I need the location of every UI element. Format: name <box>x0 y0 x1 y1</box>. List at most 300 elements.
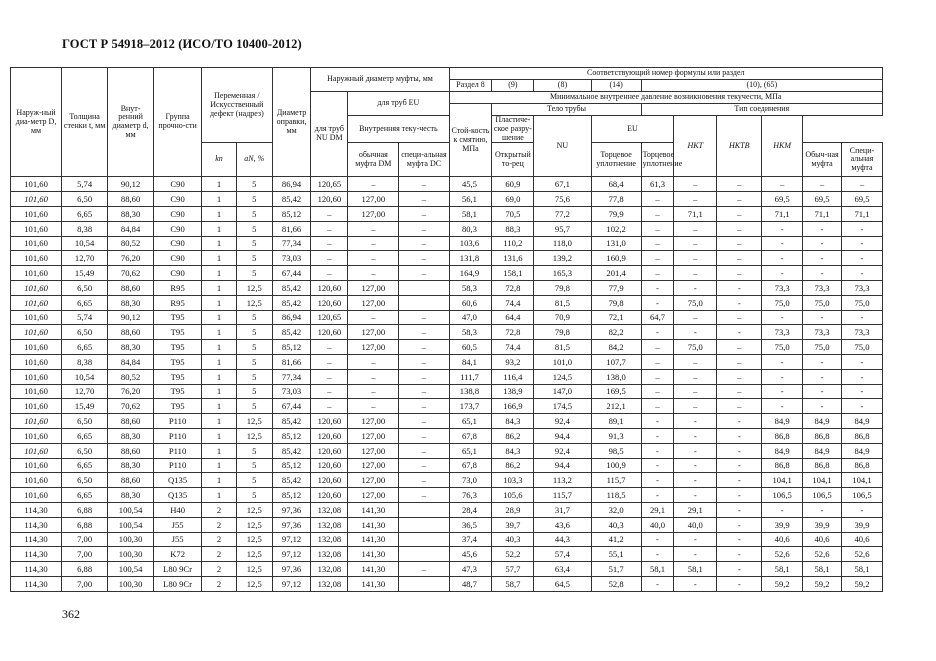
table-cell: 114,30 <box>11 502 62 517</box>
table-cell: 92,4 <box>534 443 591 458</box>
table-cell: – <box>399 206 449 221</box>
table-cell: 101,60 <box>11 369 62 384</box>
table-cell: 85,12 <box>272 458 311 473</box>
table-cell: 12,5 <box>236 576 272 591</box>
table-cell: 76,3 <box>449 488 492 503</box>
table-cell: 73,3 <box>762 325 803 340</box>
table-cell: 1 <box>202 325 237 340</box>
table-cell: 173,7 <box>449 399 492 414</box>
table-cell: 12,5 <box>236 502 272 517</box>
table-cell: - <box>674 488 717 503</box>
table-cell: 73,3 <box>762 280 803 295</box>
table-cell: 1 <box>202 428 237 443</box>
table-cell: 1 <box>202 473 237 488</box>
table-cell: 59,2 <box>762 576 803 591</box>
table-cell: - <box>717 488 762 503</box>
table-cell: – <box>717 236 762 251</box>
table-cell: – <box>674 384 717 399</box>
table-cell: 58,1 <box>449 206 492 221</box>
table-cell: C90 <box>154 266 202 281</box>
table-cell: 10,54 <box>62 236 108 251</box>
table-cell: 79,9 <box>591 206 641 221</box>
table-cell: – <box>641 266 674 281</box>
table-cell: 52,6 <box>841 547 882 562</box>
table-cell: 69,0 <box>492 192 534 207</box>
table-cell: 75,0 <box>841 340 882 355</box>
table-cell: 127,00 <box>348 206 399 221</box>
table-cell: 114,30 <box>11 576 62 591</box>
table-cell: 77,2 <box>534 206 591 221</box>
table-cell: 114,30 <box>11 562 62 577</box>
table-cell: – <box>348 221 399 236</box>
table-cell: C90 <box>154 236 202 251</box>
conn-type-label: Тип соединения <box>641 104 882 116</box>
col-open-end: Открытый то-рец <box>492 143 534 177</box>
table-cell: 81,5 <box>534 295 591 310</box>
table-row <box>11 532 883 547</box>
table-cell: 141,30 <box>348 562 399 577</box>
table-cell: 77,9 <box>591 280 641 295</box>
table-cell: 12,5 <box>236 562 272 577</box>
pipe-body-label: Тело трубы <box>492 104 641 116</box>
table-cell: – <box>399 325 449 340</box>
table-cell: 101,60 <box>11 177 62 192</box>
table-cell: 75,6 <box>534 192 591 207</box>
table-cell: - <box>717 517 762 532</box>
table-cell: 120,60 <box>311 414 348 429</box>
table-cell: – <box>641 369 674 384</box>
table-cell: 94,4 <box>534 428 591 443</box>
table-cell: 5 <box>236 177 272 192</box>
table-cell: 115,7 <box>591 473 641 488</box>
table-cell: 12,5 <box>236 547 272 562</box>
table-cell: 58,1 <box>841 562 882 577</box>
table-cell: - <box>674 325 717 340</box>
table-cell: – <box>641 192 674 207</box>
table-cell: 90,12 <box>108 177 154 192</box>
table-cell: – <box>641 384 674 399</box>
table-cell: 40,3 <box>492 532 534 547</box>
table-cell: 88,60 <box>108 443 154 458</box>
table-cell: - <box>717 295 762 310</box>
table-cell: - <box>841 384 882 399</box>
table-cell: 8,38 <box>62 221 108 236</box>
table-cell: 6,65 <box>62 428 108 443</box>
table-cell: - <box>803 221 842 236</box>
table-cell: 12,5 <box>236 532 272 547</box>
table-cell: 5 <box>236 488 272 503</box>
table-cell: - <box>841 266 882 281</box>
table-cell: P110 <box>154 458 202 473</box>
table-cell: 70,62 <box>108 399 154 414</box>
table-cell: 110,2 <box>492 236 534 251</box>
table-cell: 1 <box>202 236 237 251</box>
table-cell: 127,00 <box>348 428 399 443</box>
table-cell: 147,0 <box>534 384 591 399</box>
table-cell: - <box>803 369 842 384</box>
table-cell: 68,4 <box>591 177 641 192</box>
table-cell: 2 <box>202 547 237 562</box>
table-cell: 39,9 <box>841 517 882 532</box>
table-cell: J55 <box>154 532 202 547</box>
table-cell: - <box>762 354 803 369</box>
table-cell: 37,4 <box>449 532 492 547</box>
table-cell: 101,60 <box>11 192 62 207</box>
table-cell: 73,03 <box>272 251 311 266</box>
table-cell: 5 <box>236 310 272 325</box>
table-cell: 70,62 <box>108 266 154 281</box>
table-cell: 58,1 <box>762 562 803 577</box>
table-cell: 86,2 <box>492 458 534 473</box>
col-mandrel: Диаметр оправки, мм <box>272 68 311 177</box>
table-cell: 69,5 <box>762 192 803 207</box>
table-cell: - <box>717 414 762 429</box>
table-cell: - <box>762 266 803 281</box>
table-cell: 104,1 <box>762 473 803 488</box>
table-cell: - <box>674 458 717 473</box>
table-cell: 1 <box>202 251 237 266</box>
table-cell: C90 <box>154 177 202 192</box>
table-cell: 5 <box>236 221 272 236</box>
table-cell: 88,30 <box>108 340 154 355</box>
table-cell: 70,9 <box>534 310 591 325</box>
table-cell: 114,30 <box>11 517 62 532</box>
table-cell: 36,5 <box>449 517 492 532</box>
table-cell: - <box>762 369 803 384</box>
table-cell: 106,5 <box>762 488 803 503</box>
table-cell: 41,2 <box>591 532 641 547</box>
table-cell: 61,3 <box>641 177 674 192</box>
table-cell: - <box>641 295 674 310</box>
table-row <box>11 192 883 207</box>
table-cell: 73,3 <box>803 325 842 340</box>
table-cell: P110 <box>154 428 202 443</box>
table-cell: 118,5 <box>591 488 641 503</box>
table-body <box>11 177 883 591</box>
table-cell: R95 <box>154 280 202 295</box>
table-cell: J55 <box>154 517 202 532</box>
table-cell: 138,9 <box>492 384 534 399</box>
table-cell: 28,4 <box>449 502 492 517</box>
table-cell: - <box>641 458 674 473</box>
table-cell: 1 <box>202 443 237 458</box>
table-cell: 84,9 <box>803 414 842 429</box>
col-outer-diameter: Наруж-ный диа-метр D, мм <box>11 68 62 177</box>
table-cell: 100,30 <box>108 547 154 562</box>
table-cell: 88,30 <box>108 428 154 443</box>
table-cell: 5 <box>236 458 272 473</box>
table-cell: 67,8 <box>449 428 492 443</box>
table-cell: – <box>674 221 717 236</box>
table-cell: 10,54 <box>62 369 108 384</box>
table-cell: 105,6 <box>492 488 534 503</box>
table-cell: 86,8 <box>841 458 882 473</box>
table-cell: 58,3 <box>449 280 492 295</box>
table-cell: – <box>399 310 449 325</box>
table-cell: 91,3 <box>591 428 641 443</box>
table-cell: – <box>762 177 803 192</box>
col-inner: Внут-ренний диаметр d, мм <box>108 68 154 177</box>
table-cell: 113,2 <box>534 473 591 488</box>
table-row <box>11 354 883 369</box>
table-cell: 58,1 <box>641 562 674 577</box>
table-cell: 120,60 <box>311 280 348 295</box>
table-cell: 1 <box>202 384 237 399</box>
table-cell: 75,0 <box>674 295 717 310</box>
table-cell: – <box>348 310 399 325</box>
table-cell: 80,3 <box>449 221 492 236</box>
table-cell: - <box>762 502 803 517</box>
table-cell: 40,0 <box>641 517 674 532</box>
table-cell: 85,42 <box>272 325 311 340</box>
table-cell: 12,5 <box>236 295 272 310</box>
col-an: aN, % <box>236 143 272 177</box>
table-cell: 101,60 <box>11 443 62 458</box>
table-cell: 6,88 <box>62 502 108 517</box>
table-cell: – <box>641 340 674 355</box>
table-cell: L80 9Cr <box>154 562 202 577</box>
table-cell: 75,0 <box>841 295 882 310</box>
table-cell: 75,0 <box>762 340 803 355</box>
table-cell: – <box>674 399 717 414</box>
table-row <box>11 414 883 429</box>
table-cell: 212,1 <box>591 399 641 414</box>
table-cell: 70,5 <box>492 206 534 221</box>
table-cell: 79,8 <box>591 295 641 310</box>
col-eu-normal-conn: Обыч-ная муфта <box>803 143 842 177</box>
table-cell: 88,60 <box>108 473 154 488</box>
table-cell: 1 <box>202 295 237 310</box>
table-cell: 106,5 <box>803 488 842 503</box>
table-cell: - <box>841 221 882 236</box>
table-cell: 86,8 <box>803 458 842 473</box>
table-cell <box>399 532 449 547</box>
table-cell: 101,60 <box>11 340 62 355</box>
table-cell: T95 <box>154 325 202 340</box>
table-cell: – <box>311 251 348 266</box>
table-cell: 5 <box>236 206 272 221</box>
table-cell: - <box>674 280 717 295</box>
table-cell: 71,1 <box>674 206 717 221</box>
table-cell: 101,60 <box>11 325 62 340</box>
table-cell: 120,60 <box>311 473 348 488</box>
table-cell: 97,36 <box>272 502 311 517</box>
table-cell: T95 <box>154 354 202 369</box>
table-cell: 101,60 <box>11 310 62 325</box>
table-cell: 52,6 <box>803 547 842 562</box>
table-cell: 72,8 <box>492 280 534 295</box>
table-cell: - <box>717 562 762 577</box>
table-cell: 124,5 <box>534 369 591 384</box>
table-cell: 132,08 <box>311 576 348 591</box>
table-cell: 132,08 <box>311 532 348 547</box>
table-cell: 67,8 <box>449 458 492 473</box>
table-cell: 85,12 <box>272 340 311 355</box>
table-cell: – <box>311 354 348 369</box>
table-cell: – <box>311 236 348 251</box>
table-cell: 5 <box>236 384 272 399</box>
table-cell: 64,5 <box>534 576 591 591</box>
table-cell: 158,1 <box>492 266 534 281</box>
table-cell: 100,30 <box>108 576 154 591</box>
table-cell: – <box>717 221 762 236</box>
table-cell: – <box>348 399 399 414</box>
table-cell: 6,50 <box>62 443 108 458</box>
table-cell: C90 <box>154 192 202 207</box>
table-cell: – <box>674 236 717 251</box>
table-cell: – <box>311 266 348 281</box>
table-cell: 5,74 <box>62 177 108 192</box>
table-cell: 101,60 <box>11 384 62 399</box>
table-row <box>11 221 883 236</box>
table-row <box>11 340 883 355</box>
table-cell: 6,50 <box>62 192 108 207</box>
table-cell: 118,0 <box>534 236 591 251</box>
table-cell: 114,30 <box>11 532 62 547</box>
table-cell: 164,9 <box>449 266 492 281</box>
table-cell: – <box>717 206 762 221</box>
table-cell: 1 <box>202 206 237 221</box>
col-nu-pipes: для труб NU DM <box>311 92 348 177</box>
table-cell: 101,60 <box>11 280 62 295</box>
table-cell: - <box>641 443 674 458</box>
table-cell: 131,6 <box>492 251 534 266</box>
table-cell: 60,6 <box>449 295 492 310</box>
table-cell: 76,20 <box>108 251 154 266</box>
table-cell: 139,2 <box>534 251 591 266</box>
table-cell: - <box>803 266 842 281</box>
table-cell: 120,60 <box>311 295 348 310</box>
table-cell: 85,42 <box>272 473 311 488</box>
table-cell: – <box>674 369 717 384</box>
table-cell: 102,2 <box>591 221 641 236</box>
table-cell: R95 <box>154 295 202 310</box>
table-cell: – <box>348 354 399 369</box>
table-cell: - <box>803 399 842 414</box>
table-cell: – <box>399 177 449 192</box>
table-cell: P110 <box>154 443 202 458</box>
table-cell: 74,4 <box>492 340 534 355</box>
table-cell: 1 <box>202 192 237 207</box>
table-cell: 58,1 <box>674 562 717 577</box>
table-cell: 5 <box>236 192 272 207</box>
table-cell: – <box>399 369 449 384</box>
table-cell: 28,9 <box>492 502 534 517</box>
col-formula-no: Соответствующий номер формулы или раздел <box>449 68 883 80</box>
table-cell: 81,66 <box>272 221 311 236</box>
table-cell: 75,0 <box>674 340 717 355</box>
table-cell: 88,30 <box>108 458 154 473</box>
table-cell: - <box>641 280 674 295</box>
table-cell: 1 <box>202 177 237 192</box>
table-cell: 101,60 <box>11 458 62 473</box>
table-cell: – <box>641 251 674 266</box>
table-cell: 6,65 <box>62 295 108 310</box>
table-cell: 120,60 <box>311 443 348 458</box>
table-cell: 169,5 <box>591 384 641 399</box>
table-cell: 88,60 <box>108 192 154 207</box>
table-cell: 1 <box>202 399 237 414</box>
table-cell: 5,74 <box>62 310 108 325</box>
table-cell: 44,3 <box>534 532 591 547</box>
table-cell: 86,8 <box>841 428 882 443</box>
table-cell: 5 <box>236 251 272 266</box>
table-cell: - <box>717 502 762 517</box>
table-cell: 45,5 <box>449 177 492 192</box>
table-cell: 6,65 <box>62 488 108 503</box>
table-cell: - <box>762 236 803 251</box>
table-cell: 127,00 <box>348 325 399 340</box>
table-cell: 166,9 <box>492 399 534 414</box>
table-cell: 6,50 <box>62 473 108 488</box>
table-cell: 77,8 <box>591 192 641 207</box>
table-cell: 2 <box>202 517 237 532</box>
table-cell: 104,1 <box>841 473 882 488</box>
table-cell: 100,54 <box>108 562 154 577</box>
table-cell: 12,70 <box>62 251 108 266</box>
table-cell: T95 <box>154 369 202 384</box>
table-cell: 47,3 <box>449 562 492 577</box>
table-cell: 15,49 <box>62 266 108 281</box>
table-cell: 77,34 <box>272 369 311 384</box>
table-cell: 107,7 <box>591 354 641 369</box>
table-cell: 84,9 <box>762 443 803 458</box>
table-cell: 97,12 <box>272 576 311 591</box>
table-cell: - <box>641 488 674 503</box>
table-cell: - <box>641 547 674 562</box>
table-cell: 104,1 <box>803 473 842 488</box>
table-cell: 85,42 <box>272 414 311 429</box>
col-end-seal-2: Торцевое уплотнение <box>641 143 674 177</box>
table-cell: 72,8 <box>492 325 534 340</box>
table-cell: – <box>717 192 762 207</box>
table-cell: 120,60 <box>311 428 348 443</box>
table-cell: T95 <box>154 310 202 325</box>
table-cell: 32,0 <box>591 502 641 517</box>
table-cell: 5 <box>236 236 272 251</box>
table-cell: – <box>841 177 882 192</box>
table-row <box>11 369 883 384</box>
table-cell: 80,52 <box>108 236 154 251</box>
table-cell: 5 <box>236 340 272 355</box>
table-cell: 85,42 <box>272 443 311 458</box>
table-row <box>11 384 883 399</box>
table-cell: 132,08 <box>311 502 348 517</box>
table-cell: - <box>762 384 803 399</box>
col-nkt: НКТ <box>674 116 717 177</box>
table-cell: 45,6 <box>449 547 492 562</box>
table-cell: L80 9Cr <box>154 576 202 591</box>
table-cell: – <box>717 251 762 266</box>
table-cell: 75,0 <box>803 295 842 310</box>
col-eu-special: специ-альная муфта DC <box>399 143 449 177</box>
table-cell: 57,7 <box>492 562 534 577</box>
table-cell: – <box>311 206 348 221</box>
table-cell: - <box>674 443 717 458</box>
f10-label: (10), (65) <box>641 80 882 92</box>
table-cell: – <box>641 399 674 414</box>
table-cell: 84,1 <box>449 354 492 369</box>
table-cell: - <box>841 369 882 384</box>
table-cell: - <box>717 473 762 488</box>
table-cell: C90 <box>154 221 202 236</box>
table-cell: - <box>641 473 674 488</box>
table-cell: 72,1 <box>591 310 641 325</box>
table-cell: 131,8 <box>449 251 492 266</box>
table-cell: - <box>717 325 762 340</box>
table-cell: 6,50 <box>62 414 108 429</box>
table-cell: 67,44 <box>272 399 311 414</box>
